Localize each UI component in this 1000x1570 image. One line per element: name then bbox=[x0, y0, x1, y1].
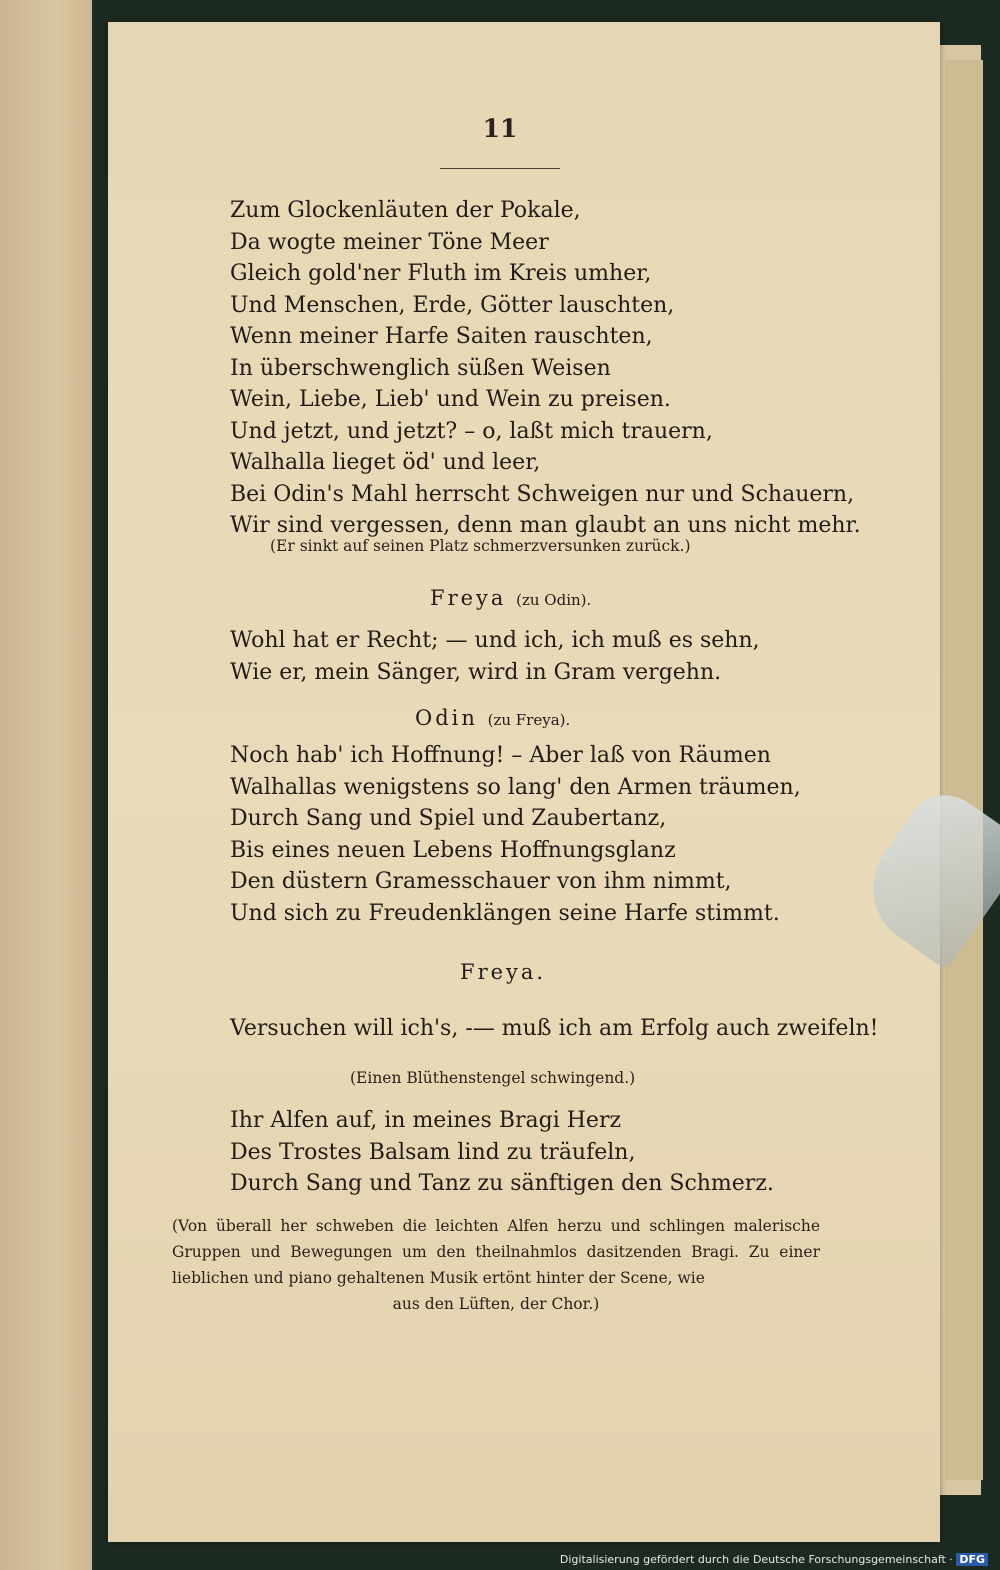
verse-line: Und jetzt, und jetzt? – o, laßt mich trauern, bbox=[230, 418, 713, 444]
verse-line: Da wogte meiner Töne Meer bbox=[230, 229, 549, 255]
verse-line: Zum Glockenläuten der Pokale, bbox=[230, 198, 581, 223]
closing-stage-direction bbox=[172, 1213, 820, 1317]
speaker-heading bbox=[460, 960, 546, 984]
speaker-heading bbox=[415, 706, 570, 730]
digitization-credit bbox=[556, 1551, 992, 1568]
verse-line: Und Menschen, Erde, Götter lauschten, bbox=[230, 292, 675, 318]
verse-line: Bis eines neuen Lebens Hoffnungsglanz bbox=[230, 837, 676, 863]
speaker-heading bbox=[430, 586, 591, 610]
speaker-name: Freya. bbox=[460, 960, 547, 984]
credit-text: Digitalisierung gefördert durch die Deutsche Forschungsgemeinschaft · bbox=[559, 1553, 953, 1566]
verse-line: Durch Sang und Tanz zu sänftigen den Schmerz. bbox=[230, 1171, 774, 1196]
stage-direction: (Er sinkt auf seinen Platz schmerzversunken zurück.) bbox=[270, 537, 691, 555]
verse-line: Gleich gold'ner Fluth im Kreis umher, bbox=[230, 261, 652, 286]
verse-block-5 bbox=[230, 1105, 774, 1200]
verse-line: Und sich zu Freudenklängen seine Harfe stimmt. bbox=[230, 900, 780, 926]
verse-line: Durch Sang und Spiel und Zaubertanz, bbox=[230, 806, 667, 831]
verse-line: Des Trostes Balsam lind zu träufeln, bbox=[230, 1139, 636, 1165]
stage-direction: (Einen Blüthenstengel schwingend.) bbox=[350, 1069, 636, 1087]
speaker-note: (zu Freya). bbox=[487, 711, 571, 729]
verse-line: Ihr Alfen auf, in meines Bragi Herz bbox=[230, 1108, 622, 1133]
speaker-name: Freya bbox=[430, 586, 507, 610]
verse-line: Wie er, mein Sänger, wird in Gram vergehn. bbox=[230, 659, 722, 685]
speaker-note: (zu Odin). bbox=[516, 591, 592, 609]
verse-block-3 bbox=[230, 740, 801, 929]
facing-page-edge bbox=[0, 0, 92, 1570]
verse-line: Wein, Liebe, Lieb' und Wein zu preisen. bbox=[230, 387, 671, 412]
page-number: 11 bbox=[482, 114, 518, 143]
header-rule bbox=[440, 168, 560, 169]
verse-line: Bei Odin's Mahl herrscht Schweigen nur und Schauern, bbox=[230, 481, 855, 507]
verse-line: Wohl hat er Recht; — und ich, ich muß es sehn, bbox=[230, 628, 760, 653]
verse-line: Noch hab' ich Hoffnung! – Aber laß von Räumen bbox=[230, 743, 771, 768]
verse-block-4 bbox=[230, 1013, 878, 1045]
verse-line: In überschwenglich süßen Weisen bbox=[230, 355, 611, 381]
verse-line: Wenn meiner Harfe Saiten rauschten, bbox=[230, 324, 653, 349]
verse-line: Den düstern Gramesschauer von ihm nimmt, bbox=[230, 869, 732, 894]
verse-block-1 bbox=[230, 195, 861, 542]
stage-direction-text: (Von überall her schweben die leichten Alfen herzu und schlingen malerische Gruppen und Bewegungen um den theilnahmlos dasitzenden Bragi. Zu einer lieblichen und piano gehaltenen Musik ertönt hinter der Scene, wie bbox=[172, 1217, 820, 1287]
verse-block-2 bbox=[230, 625, 760, 688]
verse-line: Walhalla lieget öd' und leer, bbox=[230, 450, 541, 475]
verse-line: Wir sind vergessen, denn man glaubt an uns nicht mehr. bbox=[230, 513, 861, 538]
speaker-name: Odin bbox=[415, 706, 478, 730]
verse-line: Walhallas wenigstens so lang' den Armen träumen, bbox=[230, 774, 801, 800]
dfg-logo: DFG bbox=[956, 1553, 988, 1566]
stage-direction-last-line: aus den Lüften, der Chor.) bbox=[392, 1295, 600, 1313]
underlying-page-edge-2 bbox=[945, 60, 983, 1480]
verse-line: Versuchen will ich's, -— muß ich am Erfolg auch zweifeln! bbox=[230, 1016, 879, 1041]
